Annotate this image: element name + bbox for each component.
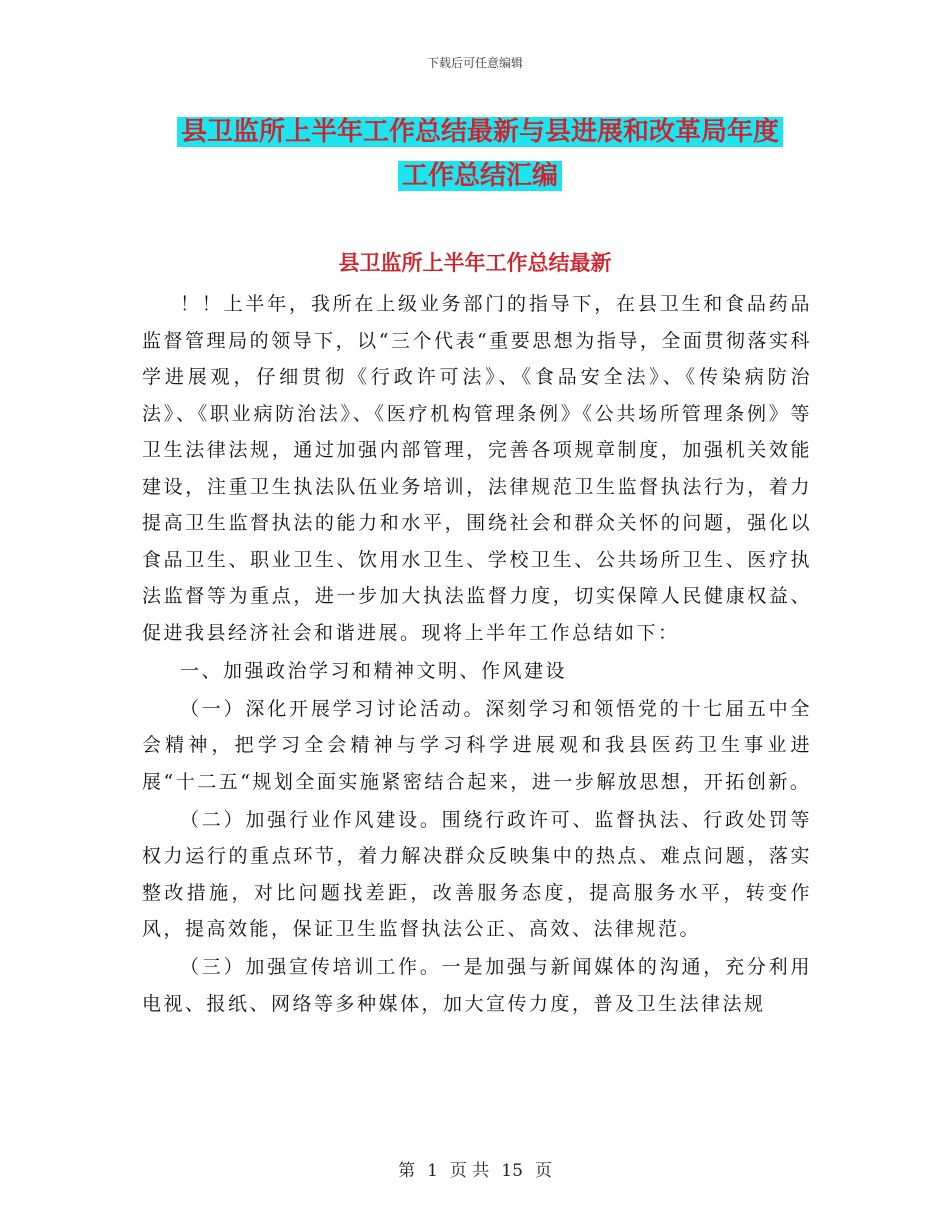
document-title-line-2: 工作总结汇编 xyxy=(398,161,562,191)
footer-total-pages: 15 xyxy=(501,1161,523,1181)
section-title: 县卫监所上半年工作总结最新 xyxy=(338,251,612,275)
document-title xyxy=(140,110,820,198)
footer-suffix: 页 xyxy=(534,1161,552,1181)
paragraph-heading-1: 一、加强政治学习和精神文明、作风建设 xyxy=(180,659,568,682)
paragraph-item-1: （一）深化开展学习讨论活动。深刻学习和领悟党的十七届五中全会精神，把学习全会精神与学习科学进展观和我县医药卫生事业进展“十二五“规划全面实施紧密结合起来，进一步解放思想，开拓创新。 xyxy=(142,697,812,793)
paragraph-item-3: （三）加强宣传培训工作。一是加强与新闻媒体的沟通，充分利用电视、报纸、网络等多种媒体，加大宣传力度，普及卫生法律法规 xyxy=(142,956,812,1015)
body-text xyxy=(142,286,812,1024)
paragraph-intro: ！！上半年，我所在上级业务部门的指导下，在县卫生和食品药品监督管理局的领导下，以“三个代表“重要思想为指导，全面贯彻落实科学进展观，仔细贯彻《行政许可法》、《食品安全法》、《传染病防治法》、《职业病防治法》、《医疗机构管理条例》《公共场所管理条例》等卫生法律法规，通过加强内部管理，完善各项规章制度，加强机关效能建设，注重卫生执法队伍业务培训，法律规范卫生监督执法行为，着力提高卫生监督执法的能力和水平，围绕社会和群众关怀的问题，强化以食品卫生、职业卫生、饮用水卫生、学校卫生、公共场所卫生、医疗执法监督等为重点，进一步加大执法监督力度，切实保障人民健康权益、促进我县经济社会和谐进展。现将上半年工作总结如下： xyxy=(142,293,812,644)
paragraph-item-2: （二）加强行业作风建设。围绕行政许可、监督执法、行政处罚等权力运行的重点环节，着力解决群众反映集中的热点、难点问题，落实整改措施，对比问题找差距，改善服务态度，提高服务水平，转变作风，提高效能，保证卫生监督执法公正、高效、法律规范。 xyxy=(142,808,812,940)
page-footer xyxy=(0,1156,950,1181)
document-title-line-1: 县卫监所上半年工作总结最新与县进展和改革局年度 xyxy=(177,117,783,147)
footer-middle: 页 共 xyxy=(449,1161,490,1181)
footer-current-page: 1 xyxy=(427,1161,438,1181)
footer-prefix: 第 xyxy=(398,1161,416,1181)
header-note: 下载后可任意编辑 xyxy=(426,56,523,70)
